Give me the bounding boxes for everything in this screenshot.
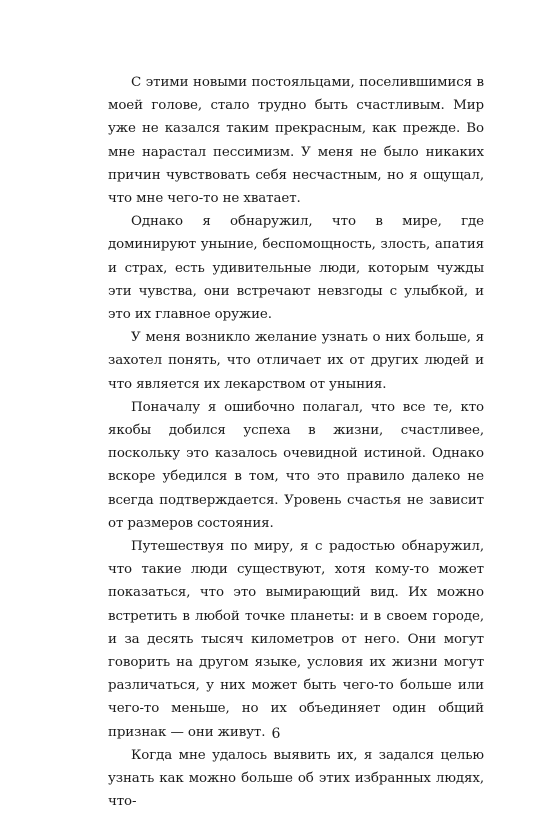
paragraph-1: С этими новыми постояльцами, поселившимися в моей голове, стало трудно быть счастливым. Мир уже не казался таким прекрасным, как прежде. Во мне нарастал пессимизм. У меня не было никаких причин чувствовать себя несчастным, но я ощущал, что мне чего-то не хватает.	[108, 75, 484, 207]
body-text	[108, 71, 484, 814]
paragraph-5: Путешествуя по миру, я с радостью обнаружил, что такие люди существуют, хотя кому-то может показаться, что это вымирающий вид. Их можно встретить в любой точке планеты: и в своем городе, и за десять тысяч километров от него. Они могут говорить на другом языке, условия их жизни могут различаться, у них может быть чего-то больше или чего-то меньше, но их объединяет один общий признак — они живут.	[108, 539, 484, 740]
page-number: 6	[271, 726, 281, 742]
paragraph-4: Поначалу я ошибочно полагал, что все те, кто якобы добился успеха в жизни, счастливее, поскольку это казалось очевидной истиной. Однако вскоре убедился в том, что это правило далеко не всегда подтверждается. Уровень счастья не зависит от размеров состояния.	[108, 399, 484, 531]
paragraph-6: Когда мне удалось выявить их, я задался целью узнать как можно больше об этих избранных людях, что-	[108, 747, 484, 810]
paragraph-2: Однако я обнаружил, что в мире, где доминируют уныние, беспомощность, злость, апатия и страх, есть удивительные люди, которым чужды эти чувства, они встречают невзгоды с улыбкой, и это их главное оружие.	[108, 214, 484, 323]
paragraph-3: У меня возникло желание узнать о них больше, я захотел понять, что отличает их от других людей и что является их лекарством от уныния.	[108, 330, 484, 392]
